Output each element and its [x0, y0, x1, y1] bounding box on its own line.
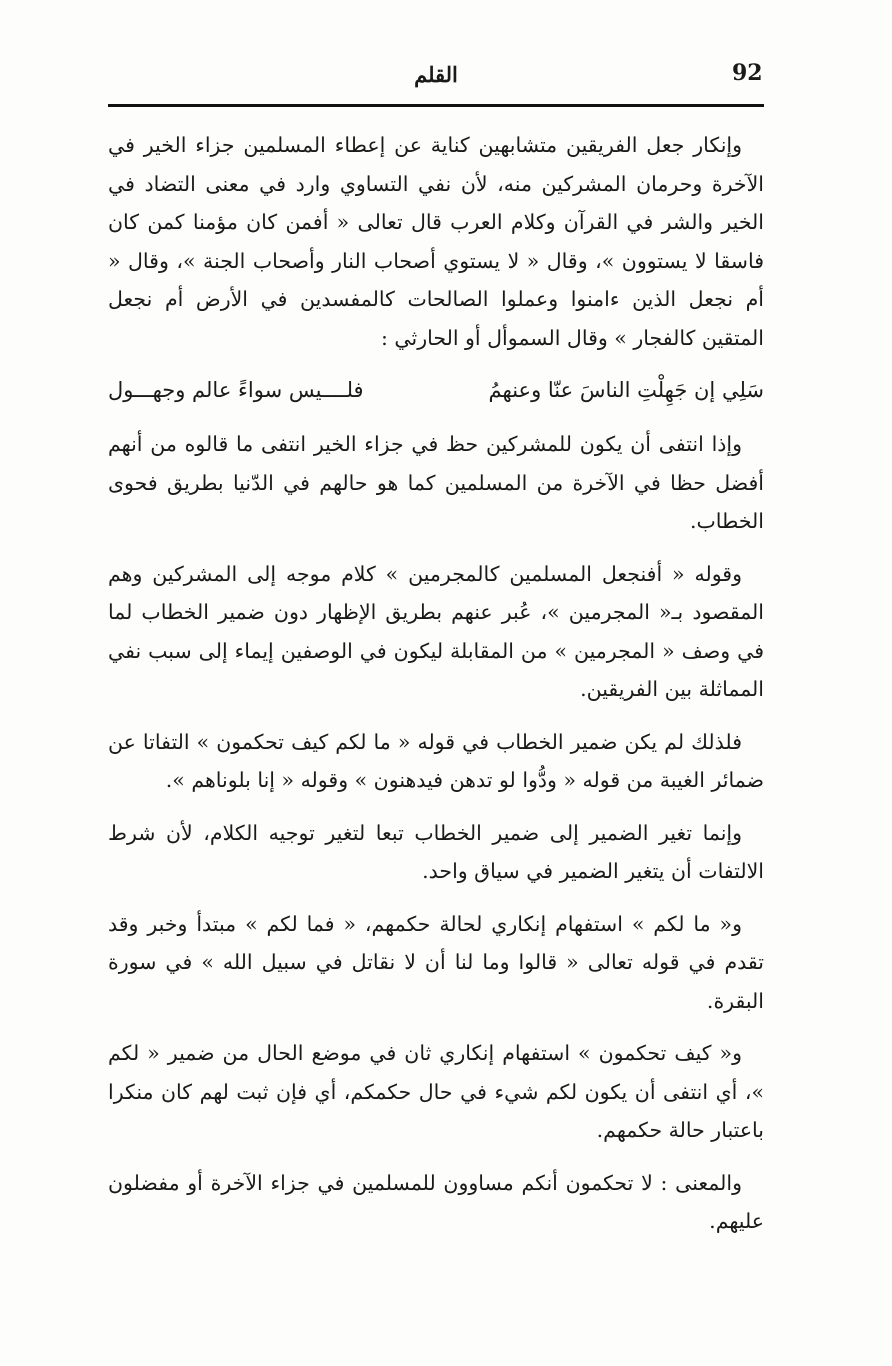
page-header	[108, 58, 764, 102]
poetry-verse	[108, 371, 764, 409]
running-title: القلم	[414, 62, 458, 87]
verse-first-hemistich: سَلِي إن جَهِلْتِ الناسَ عنّا وعنهمُ	[488, 378, 764, 402]
paragraph-1: وإنكار جعل الفريقين متشابهين كناية عن إعطاء المسلمين جزاء الخير في الآخرة وحرمان المشركين منه، لأن نفي التساوي وارد في معنى التضاد في الخير والشر في القرآن وكلام العرب قال تعالى « أفمن كان مؤمنا كمن كان فاسقا لا يستوون »، وقال « لا يستوي أصحاب النار وأصحاب الجنة »، وقال « أم نجعل الذين ءامنوا وعملوا الصالحات كالمفسدين في الأرض أم نجعل المتقين كالفجار » وقال السموأل أو الحارثي :	[108, 133, 764, 350]
paragraph-6: و« ما لكم » استفهام إنكاري لحالة حكمهم، « فما لكم » مبتدأ وخبر وقد تقدم في قوله تعالى « قالوا وما لنا أن لا نقاتل في سبيل الله » في سورة البقرة.	[108, 911, 764, 1013]
paragraph-5: وإنما تغير الضمير إلى ضمير الخطاب تبعا لتغير توجيه الكلام، لأن شرط الالتفات أن يتغير الضمير في سياق واحد.	[108, 820, 764, 883]
paragraph-8: والمعنى : لا تحكمون أنكم مساوون للمسلمين في جزاء الآخرة أو مفضلون عليهم.	[108, 1170, 764, 1233]
page-number: 92	[732, 60, 763, 86]
paragraph-7: و« كيف تحكمون » استفهام إنكاري ثان في موضع الحال من ضمير « لكم »، أي انتفى أن يكون لكم شيء في حال حكمكم، أي فإن ثبت لهم كان منكرا باعتبار حالة حكمهم.	[108, 1041, 764, 1142]
page-body	[108, 126, 764, 1255]
paragraph-3: وقوله « أفنجعل المسلمين كالمجرمين » كلام موجه إلى المشركين وهم المقصود بـ« المجرمين »، عُبر عنهم بطريق الإظهار دون ضمير الخطاب لما في وصف « المجرمين » من المقابلة ليكون في الوصفين إيماء إلى سبب نفي المماثلة بين الفريقين.	[108, 561, 764, 701]
verse-second-hemistich: فلــــيس سواءً عالم وجهـــول	[108, 378, 364, 402]
paragraph-4: فلذلك لم يكن ضمير الخطاب في قوله « ما لكم كيف تحكمون » التفاتا عن ضمائر الغيبة من قوله « ودُّوا لو تدهن فيدهنون » وقوله « إنا بلوناهم ».	[108, 729, 764, 792]
header-rule	[108, 104, 764, 107]
paragraph-2: وإذا انتفى أن يكون للمشركين حظ في جزاء الخير انتفى ما قالوه من أنهم أفضل حظا في الآخرة من المسلمين كما هو حالهم في الدّنيا بطريق فحوى الخطاب.	[108, 432, 764, 533]
